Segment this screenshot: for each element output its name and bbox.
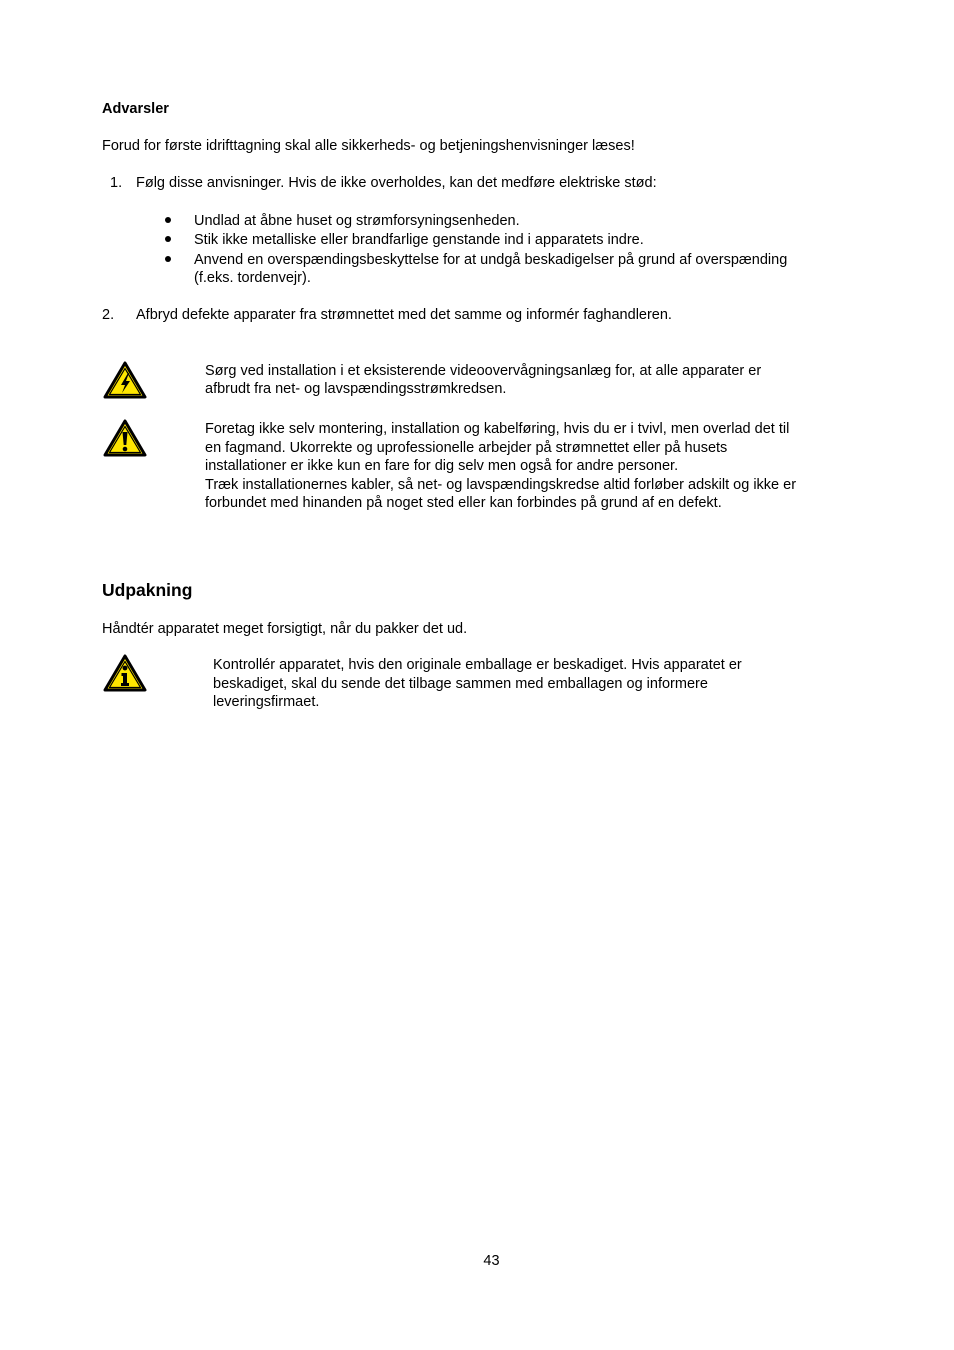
high-voltage-warning-icon [102,360,148,400]
warning-general-line: Foretag ikke selv montering, installation og kabelføring, hvis du er i tvivl, men overlad det til [205,421,790,437]
list-number-2: 2. [102,307,115,323]
list-item-2-text: Afbryd defekte apparater fra strømnettet med det samme og informér faghandleren. [136,307,672,323]
exclamation-warning-icon [102,418,148,458]
bullet-dot [165,256,171,262]
bullet-item: Undlad at åbne huset og strømforsyningsenheden. [194,213,520,229]
bullet-dot [165,236,171,242]
bullet-item: Anvend en overspændingsbeskyttelse for at undgå beskadigelser på grund af overspænding [194,252,788,268]
info-line: leveringsfirmaet. [213,694,320,710]
information-icon [102,653,148,693]
bullet-item: Stik ikke metalliske eller brandfarlige genstande ind i apparatets indre. [194,232,644,248]
section-heading-advarsler: Advarsler [102,101,169,117]
section-heading-udpakning: Udpakning [102,580,193,600]
warning-general-line: en fagmand. Ukorrekte og uprofessionelle arbejder på strømnettet eller på husets [205,440,728,456]
page-number: 43 [483,1253,500,1269]
intro-paragraph: Forud for første idrifttagning skal alle sikkerheds- og betjeningshenvisninger læses! [102,138,635,154]
bullet-item-continuation: (f.eks. tordenvejr). [194,270,311,286]
warning-general-line: Træk installationernes kabler, så net- og lavspændingskredse altid forløber adskilt og ikke er [205,477,797,493]
bullet-dot [165,217,171,223]
warning-general-line: installationer er ikke kun en fare for dig selv men også for andre personer. [205,458,679,474]
unpacking-intro: Håndtér apparatet meget forsigtigt, når du pakker det ud. [102,621,468,637]
warning-voltage-line: Sørg ved installation i et eksisterende videoovervågningsanlæg for, at alle apparater er [205,363,762,379]
list-item-1-text: Følg disse anvisninger. Hvis de ikke overholdes, kan det medføre elektriske stød: [136,175,657,191]
warning-general-line: forbundet med hinanden på noget sted eller kan forbindes på grund af en defekt. [205,495,722,511]
info-line: beskadiget, skal du sende det tilbage sammen med emballagen og informere [213,676,708,692]
list-number-1: 1. [110,175,123,191]
info-line: Kontrollér apparatet, hvis den originale emballage er beskadiget. Hvis apparatet er [213,657,742,673]
warning-voltage-line: afbrudt fra net- og lavspændingsstrømkredsen. [205,381,507,397]
